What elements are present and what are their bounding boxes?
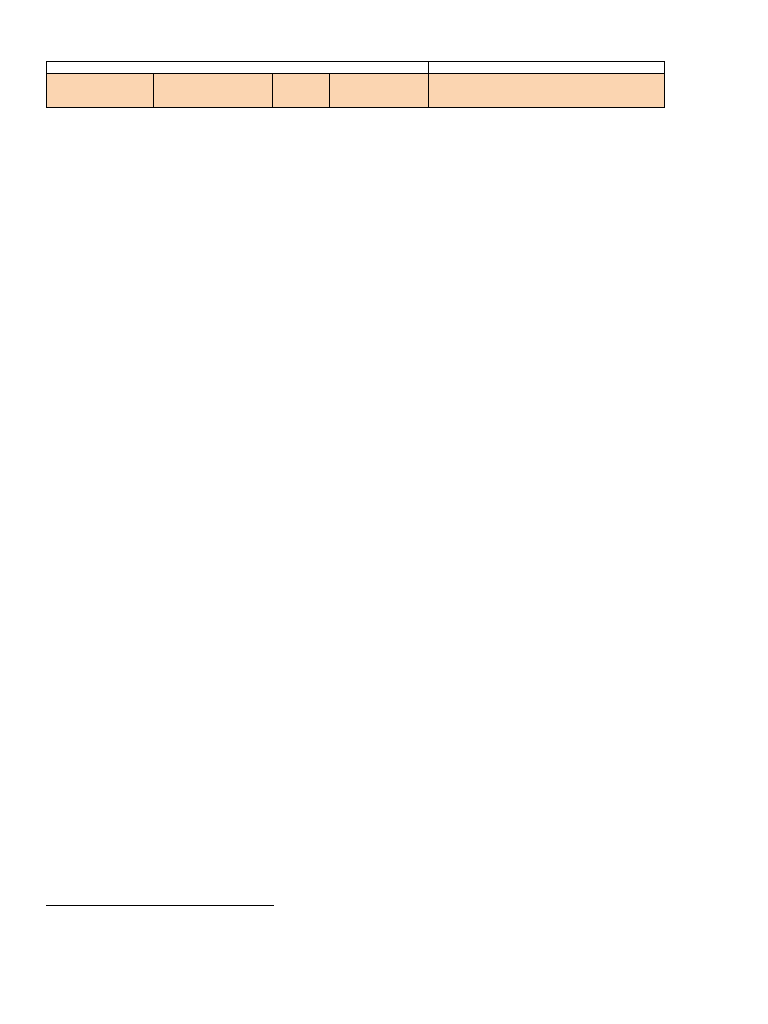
- header-peso: [330, 74, 429, 108]
- preparations-table-top: [46, 61, 665, 108]
- section-tipo: [47, 62, 429, 74]
- section-desayuno: [47, 62, 665, 74]
- header-ingredientes: [154, 74, 273, 108]
- header-unidad: [273, 74, 330, 108]
- header-procedimiento: [429, 74, 665, 108]
- signature-line: [46, 905, 274, 906]
- header-preparaciones: [47, 74, 154, 108]
- section-meal: [429, 62, 665, 74]
- column-header-row: [47, 74, 665, 108]
